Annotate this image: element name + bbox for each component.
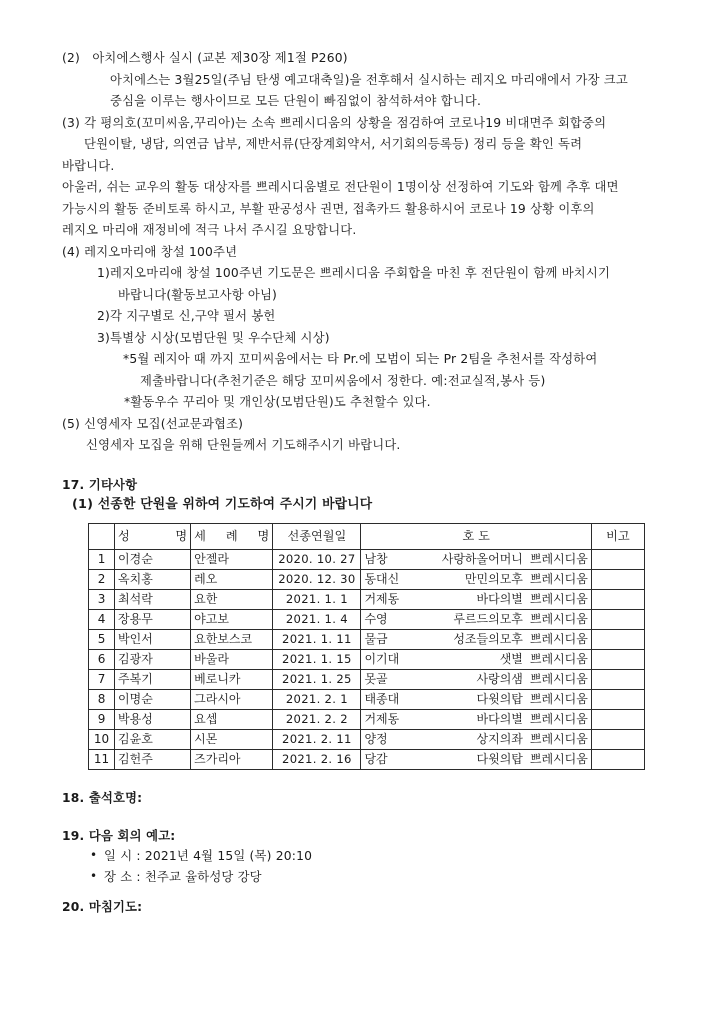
- cell-praesidium: [361, 729, 591, 749]
- cell-praesidium: [361, 709, 591, 729]
- cell-name-text: 김광자: [118, 651, 153, 666]
- cell-name: [115, 549, 191, 569]
- cell-memo: [591, 729, 644, 749]
- paragraph: 신영세자 모집을 위해 단원들께서 기도해주시기 바랍니다.: [86, 438, 401, 452]
- cell-baptismal-text: 야고보: [194, 611, 229, 626]
- cell-praesidium-suffix: 쁘레시디움: [529, 571, 588, 586]
- cell-praesidium: [361, 749, 591, 769]
- cell-name: [115, 709, 191, 729]
- cell-memo: [591, 749, 644, 769]
- cell-praesidium-title: 남창 사랑하올어머니: [364, 551, 523, 566]
- cell-name-text: 박인서: [118, 631, 153, 646]
- cell-no: 5: [89, 629, 115, 649]
- cell-praesidium: [361, 629, 591, 649]
- table-body: [89, 549, 645, 769]
- cell-no: 2: [89, 569, 115, 589]
- cell-praesidium: [361, 669, 591, 689]
- cell-baptismal: [191, 689, 273, 709]
- cell-praesidium-suffix: 쁘레시디움: [529, 551, 588, 566]
- cell-date: 2021. 1. 25: [273, 669, 361, 689]
- cell-date: 2021. 2. 16: [273, 749, 361, 769]
- cell-name: [115, 609, 191, 629]
- paragraph: (3) 각 평의호(꼬미씨움,꾸리아)는 소속 쁘레시디움의 상황을 점검하여 코로나19 비대면주 회합중의: [62, 115, 607, 130]
- cell-name-text: 김헌주: [118, 751, 153, 766]
- col-header-date: 선종연월일: [273, 523, 361, 549]
- cell-no: 9: [89, 709, 115, 729]
- cell-praesidium-title: 양정 상지의좌: [364, 731, 523, 746]
- table-row: [89, 609, 645, 629]
- cell-no: 8: [89, 689, 115, 709]
- cell-praesidium-inner: [364, 591, 587, 608]
- cell-praesidium-title: 당감 다윗의탑: [364, 751, 523, 766]
- list-item-datetime: • 일 시 : 2021년 4월 15일 (목) 20:10: [90, 846, 724, 867]
- col-header-memo: 비고: [591, 523, 644, 549]
- table-row: [89, 709, 645, 729]
- col-header-baptismal-text: 세 례 명: [194, 528, 270, 543]
- paragraph: 3)특별상 시상(모범단원 및 우수단체 시상): [97, 330, 330, 345]
- cell-praesidium: [361, 589, 591, 609]
- section-19-heading: 19. 다음 회의 예고:: [62, 828, 176, 843]
- table-row: [89, 689, 645, 709]
- body-paragraphs: [0, 48, 724, 457]
- cell-praesidium-suffix: 쁘레시디움: [529, 651, 588, 666]
- cell-praesidium-inner: [364, 671, 587, 688]
- cell-name-text: 최석락: [118, 591, 153, 606]
- cell-date: 2020. 10. 27: [273, 549, 361, 569]
- cell-baptismal-text: 요한: [194, 591, 218, 606]
- cell-baptismal: [191, 669, 273, 689]
- cell-no: 6: [89, 649, 115, 669]
- cell-baptismal-text: 즈가리아: [194, 751, 241, 766]
- cell-praesidium-title: 물금 성조들의모후: [364, 631, 523, 646]
- cell-praesidium-inner: [364, 751, 587, 768]
- cell-name-text: 김윤호: [118, 731, 153, 746]
- cell-baptismal: [191, 609, 273, 629]
- cell-date: 2021. 2. 11: [273, 729, 361, 749]
- paragraph: 바랍니다(활동보고사항 아님): [118, 287, 278, 302]
- table-row: [89, 669, 645, 689]
- cell-date: 2021. 1. 15: [273, 649, 361, 669]
- table-row: [89, 589, 645, 609]
- cell-memo: [591, 669, 644, 689]
- paragraph: (5) 신영세자 모집(선교문과협조): [62, 416, 244, 431]
- cell-memo: [591, 689, 644, 709]
- cell-praesidium-title: 못골 사랑의샘: [364, 671, 523, 686]
- cell-name-text: 이경순: [118, 551, 153, 566]
- col-header-no: [89, 523, 115, 549]
- cell-name-text: 주복기: [118, 671, 153, 686]
- section-17-subheading: (1) 선종한 단원을 위하여 기도하여 주시기 바랍니다: [72, 496, 373, 512]
- paragraph: 1)레지오마리애 창설 100주년 기도문은 쁘레시디움 주회합을 마친 후 전단원이 함께 바치시기: [97, 266, 611, 280]
- cell-praesidium: [361, 609, 591, 629]
- list-item-location: • 장 소 : 천주교 율하성당 강당: [90, 867, 724, 888]
- cell-memo: [591, 569, 644, 589]
- cell-praesidium-inner: [364, 691, 587, 708]
- cell-praesidium-inner: [364, 711, 587, 728]
- cell-memo: [591, 709, 644, 729]
- cell-baptismal: [191, 589, 273, 609]
- deceased-members-table: [88, 523, 645, 770]
- cell-baptismal: [191, 749, 273, 769]
- cell-praesidium-suffix: 쁘레시디움: [529, 691, 588, 706]
- col-header-name-text: 성 명: [118, 528, 188, 543]
- cell-no: 10: [89, 729, 115, 749]
- cell-date: 2021. 1. 11: [273, 629, 361, 649]
- cell-baptismal-text: 바울라: [194, 651, 229, 666]
- cell-name: [115, 649, 191, 669]
- cell-name: [115, 629, 191, 649]
- cell-praesidium-title: 태종대 다윗의탑: [364, 691, 523, 706]
- cell-baptismal: [191, 629, 273, 649]
- cell-memo: [591, 589, 644, 609]
- col-header-name: [115, 523, 191, 549]
- cell-baptismal-text: 그라시아: [194, 691, 241, 706]
- cell-no: 7: [89, 669, 115, 689]
- cell-praesidium-suffix: 쁘레시디움: [529, 591, 588, 606]
- deceased-members-table-wrap: [88, 523, 645, 770]
- cell-no: 1: [89, 549, 115, 569]
- paragraph: (4) 레지오마리애 창설 100주년: [62, 244, 238, 259]
- paragraph: *5월 레지아 때 까지 꼬미씨움에서는 타 Pr.에 모범이 되는 Pr 2팀을 추천서를 작성하여: [123, 352, 598, 366]
- col-header-baptismal: [191, 523, 273, 549]
- paragraph: 아울러, 쉬는 교우의 활동 대상자를 쁘레시디움별로 전단원이 1명이상 선정하여 기도와 함께 추후 대면: [62, 180, 619, 194]
- cell-baptismal-text: 요한보스코: [194, 631, 253, 646]
- cell-baptismal: [191, 569, 273, 589]
- cell-praesidium-inner: [364, 631, 587, 648]
- cell-baptismal: [191, 549, 273, 569]
- paragraph: 단원이탈, 냉담, 의연금 납부, 제반서류(단장계회약서, 서기회의등록등) 정리 등을 확인 독려: [84, 137, 583, 151]
- cell-name: [115, 729, 191, 749]
- cell-memo: [591, 549, 644, 569]
- cell-praesidium-suffix: 쁘레시디움: [529, 711, 588, 726]
- cell-praesidium-suffix: 쁘레시디움: [529, 751, 588, 766]
- cell-memo: [591, 609, 644, 629]
- cell-date: 2021. 1. 4: [273, 609, 361, 629]
- cell-praesidium-inner: [364, 571, 587, 588]
- cell-baptismal-text: 레오: [194, 571, 218, 586]
- cell-name-text: 이명순: [118, 691, 153, 706]
- table-row: [89, 629, 645, 649]
- cell-name-text: 장용무: [118, 611, 153, 626]
- cell-praesidium: [361, 689, 591, 709]
- cell-name: [115, 669, 191, 689]
- cell-praesidium-title: 거제동 바다의별: [364, 591, 523, 606]
- cell-baptismal-text: 베로니카: [194, 671, 241, 686]
- paragraph: 중심을 이루는 행사이므로 모든 단원이 빠짐없이 참석하셔야 합니다.: [110, 94, 482, 108]
- cell-baptismal-text: 시몬: [194, 731, 218, 746]
- paragraph: (2) 아치에스행사 실시 (교본 제30장 제1절 P260): [62, 51, 348, 65]
- cell-name: [115, 569, 191, 589]
- cell-praesidium-title: 이기대 샛별: [364, 651, 523, 666]
- cell-baptismal-text: 안젤라: [194, 551, 229, 566]
- cell-praesidium-suffix: 쁘레시디움: [529, 631, 588, 646]
- cell-praesidium-suffix: 쁘레시디움: [529, 671, 588, 686]
- table-header-row: [89, 523, 645, 549]
- paragraph: 2)각 지구별로 신,구약 필서 봉헌: [97, 309, 276, 323]
- cell-name-text: 옥치홍: [118, 571, 153, 586]
- cell-no: 4: [89, 609, 115, 629]
- cell-no: 11: [89, 749, 115, 769]
- cell-praesidium-inner: [364, 731, 587, 748]
- cell-date: 2020. 12. 30: [273, 569, 361, 589]
- cell-praesidium-title: 거제동 바다의별: [364, 711, 523, 726]
- cell-praesidium-inner: [364, 651, 587, 668]
- cell-date: 2021. 2. 1: [273, 689, 361, 709]
- cell-name: [115, 749, 191, 769]
- cell-praesidium-suffix: 쁘레시디움: [529, 611, 588, 626]
- cell-baptismal: [191, 709, 273, 729]
- section-17-heading: 17. 기타사항: [62, 477, 138, 492]
- cell-praesidium: [361, 549, 591, 569]
- cell-date: 2021. 2. 2: [273, 709, 361, 729]
- cell-baptismal: [191, 729, 273, 749]
- cell-praesidium-inner: [364, 551, 587, 568]
- paragraph: 레지오 마리애 재정비에 적극 나서 주시길 요망합니다.: [62, 223, 357, 237]
- col-header-praesidium: 호 도: [361, 523, 591, 549]
- table-row: [89, 549, 645, 569]
- cell-name: [115, 589, 191, 609]
- paragraph: 가능시의 활동 준비토록 하시고, 부활 판공성사 권면, 접촉카드 활용하시어 코로나 19 상황 이후의: [62, 201, 595, 216]
- cell-no: 3: [89, 589, 115, 609]
- cell-praesidium-title: 수영 루르드의모후: [364, 611, 523, 626]
- cell-name: [115, 689, 191, 709]
- paragraph: 제출바랍니다(추천기준은 해당 꼬미씨움에서 정한다. 예:전교실적,봉사 등): [140, 373, 546, 388]
- table-row: [89, 729, 645, 749]
- table-row: [89, 749, 645, 769]
- cell-praesidium-suffix: 쁘레시디움: [529, 731, 588, 746]
- cell-baptismal: [191, 649, 273, 669]
- cell-praesidium-inner: [364, 611, 587, 628]
- paragraph: 바랍니다.: [62, 158, 115, 173]
- cell-memo: [591, 649, 644, 669]
- next-meeting-list: [0, 846, 724, 888]
- table-row: [89, 569, 645, 589]
- table-row: [89, 649, 645, 669]
- section-20-heading: 20. 마침기도:: [62, 899, 143, 914]
- cell-praesidium-title: 동대신 만민의모후: [364, 571, 523, 586]
- cell-praesidium: [361, 569, 591, 589]
- cell-name-text: 박용성: [118, 711, 153, 726]
- paragraph: *활동우수 꾸리아 및 개인상(모범단원)도 추천할수 있다.: [124, 395, 431, 409]
- section-18-heading: 18. 출석호명:: [62, 790, 143, 805]
- cell-baptismal-text: 요셉: [194, 711, 218, 726]
- cell-praesidium: [361, 649, 591, 669]
- paragraph: 아치에스는 3월25일(주님 탄생 예고대축일)을 전후해서 실시하는 레지오 마리애에서 가장 크고: [110, 72, 628, 87]
- cell-memo: [591, 629, 644, 649]
- cell-date: 2021. 1. 1: [273, 589, 361, 609]
